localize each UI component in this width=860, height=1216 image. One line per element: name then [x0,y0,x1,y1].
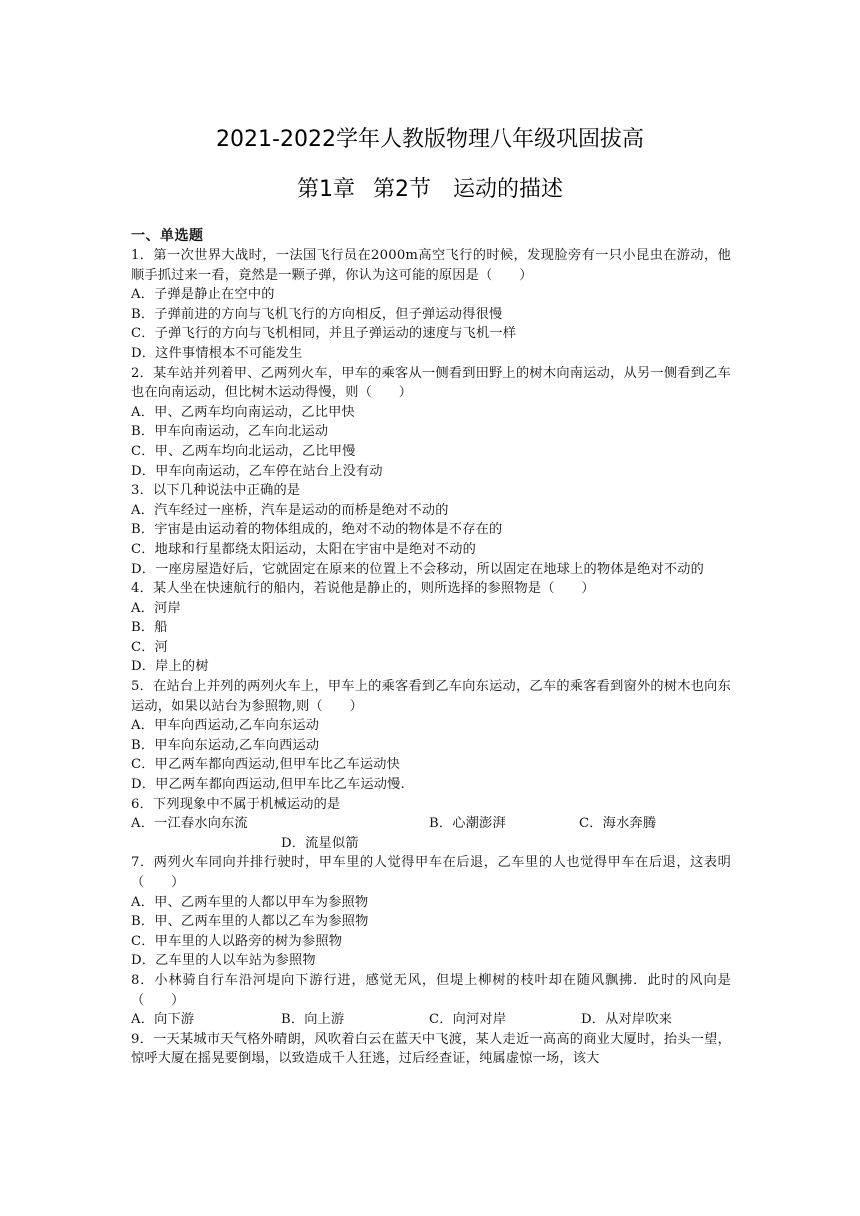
question-8-options-row [131,1010,731,1030]
question-4-option-b: B．船 [131,620,168,636]
question-8-option-c: C．向河对岸 [429,1012,507,1028]
question-2-option-b: B．甲车向南运动，乙车向北运动 [131,424,329,440]
question-5-option-b: B．甲车向东运动,乙车向西运动 [131,737,320,753]
question-4-option-d: D．岸上的树 [131,659,209,675]
question-7-option-d: D．乙车里的人以车站为参照物 [131,953,316,969]
question-7-stem: 7．两列火车同向并排行驶时，甲车里的人觉得甲车在后退，乙车里的人也觉得甲车在后退，这表明（ ） [131,855,731,890]
question-3-option-a: A．汽车经过一座桥，汽车是运动的而桥是绝对不动的 [131,502,449,518]
question-8-option-b: B．向上游 [281,1012,345,1028]
section-label: 第2节 [372,177,431,202]
document-subtitle [0,172,860,203]
question-2-stem: 2．某车站并列着甲、乙两列火车，甲车的乘客从一侧看到田野上的树木向南运动，从另一侧看到乙车也在向南运动，但比树木运动得慢，则（ ） [131,365,731,401]
question-3-option-c: C．地球和行星都绕太阳运动，太阳在宇宙中是绝对不动的 [131,541,476,557]
question-6-options-row [131,814,731,834]
question-9-stem: 9．一天某城市天气格外晴朗，风吹着白云在蓝天中飞渡，某人走近一高高的商业大厦时，抬头一望，惊呼大厦在摇晃要倒塌，以致造成千人狂逃，过后经查证，纯属虚惊一场，该大 [131,1031,731,1067]
question-3-stem: 3．以下几种说法中正确的是 [131,483,301,499]
question-2-option-c: C．甲、乙两车均向北运动，乙比甲慢 [131,443,356,459]
section-heading: 一、单选题 [131,228,204,244]
question-6-option-a: A．一江春水向东流 [131,816,248,832]
question-6-option-b: B．心潮澎湃 [429,816,506,832]
question-7-option-b: B．甲、乙两车里的人都以乙车为参照物 [131,914,369,930]
document-title: 2021-2022学年人教版物理八年级巩固拔高 [216,127,644,152]
question-1-option-d: D．这件事情根本不可能发生 [131,345,303,361]
question-8-stem: 8．小林骑自行车沿河堤向下游行进，感觉无风，但堤上柳树的枝叶却在随风飘拂．此时的风向是（ ） [131,972,731,1008]
question-3-option-b: B．宇宙是由运动着的物体组成的，绝对不动的物体是不存在的 [131,522,503,538]
question-8-option-d: D．从对岸吹来 [581,1012,673,1028]
question-2-option-a: A．甲、乙两车均向南运动，乙比甲快 [131,404,355,420]
question-4-stem: 4．某人坐在快速航行的船内，若说他是静止的，则所选择的参照物是（ ） [131,581,595,597]
question-3-option-d: D．一座房屋造好后，它就固定在原来的位置上不会移动，所以固定在地球上的物体是绝对不动的 [131,561,705,577]
question-4-option-c: C．河 [131,639,169,655]
question-8-option-a: A．向下游 [131,1012,195,1028]
topic-label: 运动的描述 [452,177,563,202]
question-2-option-d: D．甲车向南运动，乙车停在站台上没有动 [131,463,383,479]
question-5-stem: 5．在站台上并列的两列火车上，甲车上的乘客看到乙车向东运动，乙车的乘客看到窗外的树木也向东运动，如果以站台为参照物,则（ ） [131,679,731,714]
question-6-stem: 6．下列现象中不属于机械运动的是 [131,796,341,812]
question-7-option-a: A．甲、乙两车里的人都以甲车为参照物 [131,894,369,910]
question-1-option-c: C．子弹飞行的方向与飞机相同，并且子弹运动的速度与飞机一样 [131,326,517,342]
question-5-option-d: D．甲乙两车都向西运动,但甲车比乙车运动慢. [131,777,405,793]
question-5-option-c: C．甲乙两车都向西运动,但甲车比乙车运动快 [131,757,401,773]
question-1-option-b: B．子弹前进的方向与飞机飞行的方向相反，但子弹运动得很慢 [131,306,503,322]
question-1-option-a: A．子弹是静止在空中的 [131,287,275,303]
question-1-stem: 1．第一次世界大战时，一法国飞行员在2000m高空飞行的时候，发现脸旁有一只小昆虫在游动，他顺手抓过来一看，竟然是一颗子弹，你认为这可能的原因是（ ） [131,248,731,283]
question-list [131,226,731,1069]
chapter-label: 第1章 [296,177,355,202]
question-6-option-d: D．流星似箭 [281,835,359,851]
question-5-option-a: A．甲车向西运动,乙车向东运动 [131,718,320,734]
question-6-option-c: C．海水奔腾 [579,816,657,832]
question-7-option-c: C．甲车里的人以路旁的树为参照物 [131,933,343,949]
question-4-option-a: A．河岸 [131,600,181,616]
